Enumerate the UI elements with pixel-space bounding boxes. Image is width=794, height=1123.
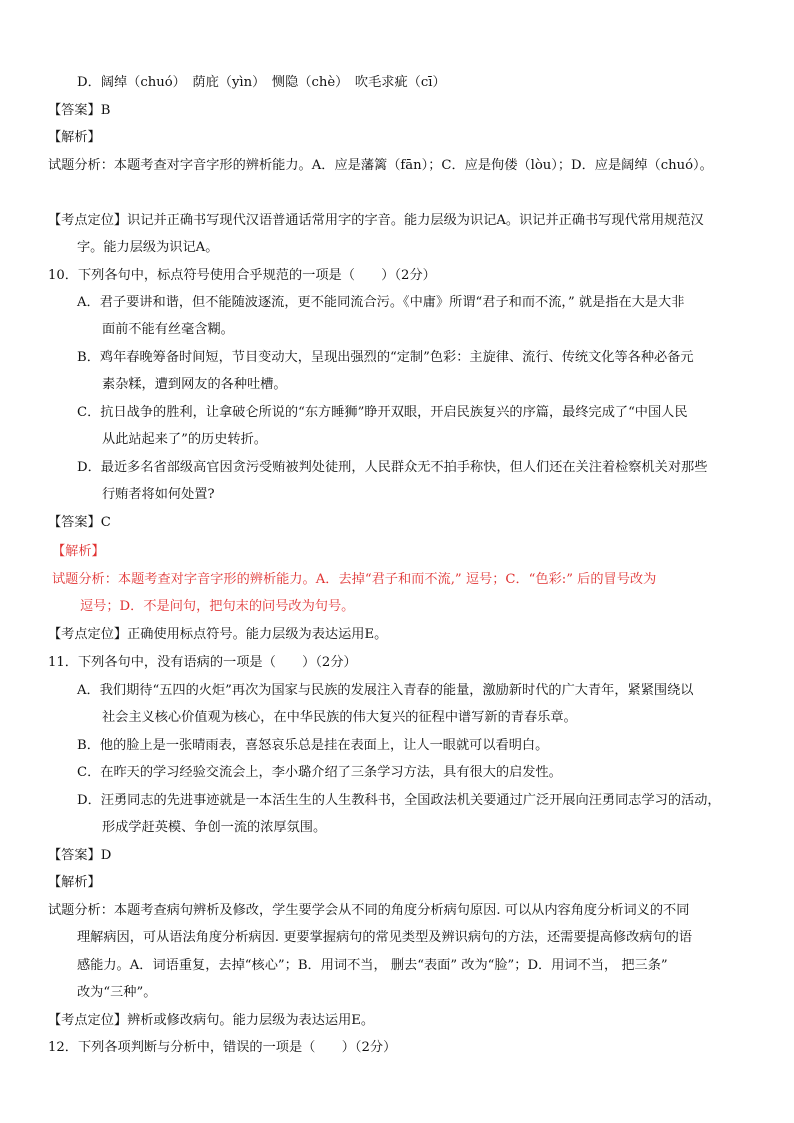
q11-analysis-line4: 改为“三种”。: [77, 985, 157, 1000]
q10-option-a-line2: 面前不能有丝毫含糊。: [102, 322, 234, 337]
q10-stem: 10．下列各句中，标点符号使用合乎规范的一项是（ ）（2分）: [48, 268, 436, 283]
q9-option-d: D．阔绰（chuó） 荫庇（yìn） 恻隐（chè） 吹毛求疵（cī）: [77, 75, 446, 90]
q9-analysis: 试题分析：本题考查对字音字形的辨析能力。A．应是藩篱（fān）；C．应是佝偻（lòu）；D．应是阔绰（chuó）。: [48, 158, 713, 173]
q11-answer: 【答案】D: [48, 848, 112, 863]
q11-stem: 11．下列各句中，没有语病的一项是（ ）（2分）: [48, 655, 357, 670]
q11-kaodian: 【考点定位】辨析或修改病句。能力层级为表达运用E。: [48, 1013, 375, 1028]
q11-option-d-line2: 形成学赶英模、争创一流的浓厚氛围。: [102, 820, 327, 835]
q10-answer: 【答案】C: [48, 515, 111, 530]
q10-option-a-line1: A．君子要讲和谐，但不能随波逐流，更不能同流合污。《中庸》所谓“君子和而不流，” 就是指在大是大非: [77, 295, 685, 310]
q11-option-a-line1: A．我们期待“五四的火炬”再次为国家与民族的发展注入青春的能量，激励新时代的广大青年，紧紧围绕以: [77, 683, 694, 698]
q10-analysis-label: 【解析】: [52, 544, 105, 559]
q10-option-c-line2: 从此站起来了”的历史转折。: [102, 432, 267, 447]
q11-analysis-line1: 试题分析：本题考查病句辨析及修改，学生要学会从不同的角度分析病句原因. 可以从内容角度分析词义的不同: [48, 903, 690, 918]
q10-kaodian: 【考点定位】正确使用标点符号。能力层级为表达运用E。: [48, 627, 388, 642]
q11-option-d-line1: D．汪勇同志的先进事迹就是一本活生生的人生教科书，全国政法机关要通过广泛开展向汪勇同志学习的活动，: [77, 793, 721, 808]
q11-option-c: C．在昨天的学习经验交流会上，李小璐介绍了三条学习方法，具有很大的启发性。: [77, 765, 562, 780]
q10-option-c-line1: C．抗日战争的胜利，让拿破仑所说的“东方睡狮”睁开双眼，开启民族复兴的序篇，最终完成了“中国人民: [77, 405, 688, 420]
q11-option-b: B．他的脸上是一张晴雨表，喜怒哀乐总是挂在表面上，让人一眼就可以看明白。: [77, 738, 549, 753]
q9-kaodian-line2: 字。能力层级为识记A。: [77, 240, 219, 255]
q11-analysis-line3: 感能力。A．词语重复，去掉“核心”；B．用词不当， 删去“表面” 改为“脸”；D．用词不当， 把三条”: [77, 958, 668, 973]
q9-kaodian-line1: 【考点定位】识记并正确书写现代汉语普通话常用字的字音。能力层级为识记A。识记并正确书写现代常用规范汉: [48, 213, 704, 228]
q10-analysis-line1: 试题分析：本题考查对字音字形的辨析能力。A．去掉“君子和而不流,” 逗号；C．“色彩:” 后的冒号改为: [52, 572, 657, 587]
q11-option-a-line2: 社会主义核心价值观为核心，在中华民族的伟大复兴的征程中谱写新的青春乐章。: [102, 710, 577, 725]
q10-option-b-line1: B．鸡年春晚筹备时间短，节目变动大，呈现出强烈的“定制”色彩：主旋律、流行、传统文化等各种必备元: [77, 350, 694, 365]
q10-option-d-line1: D．最近多名省部级高官因贪污受贿被判处徒刑，人民群众无不拍手称快，但人们还在关注着检察机关对那些: [77, 460, 708, 475]
q10-option-d-line2: 行贿者将如何处置?: [102, 487, 215, 502]
q10-option-b-line2: 素杂糅，遭到网友的各种吐槽。: [102, 377, 287, 392]
q11-analysis-label: 【解析】: [48, 875, 101, 890]
q9-answer: 【答案】B: [48, 103, 111, 118]
q12-stem: 12．下列各项判断与分析中，错误的一项是（ ）（2分）: [48, 1040, 397, 1055]
q10-analysis-line2: 逗号；D．不是问句，把句末的问号改为句号。: [80, 599, 355, 614]
q9-analysis-label: 【解析】: [48, 130, 101, 145]
q11-analysis-line2: 理解病因，可从语法角度分析病因. 更要掌握病句的常见类型及辨识病句的方法，还需要提高修改病句的语: [77, 930, 693, 945]
